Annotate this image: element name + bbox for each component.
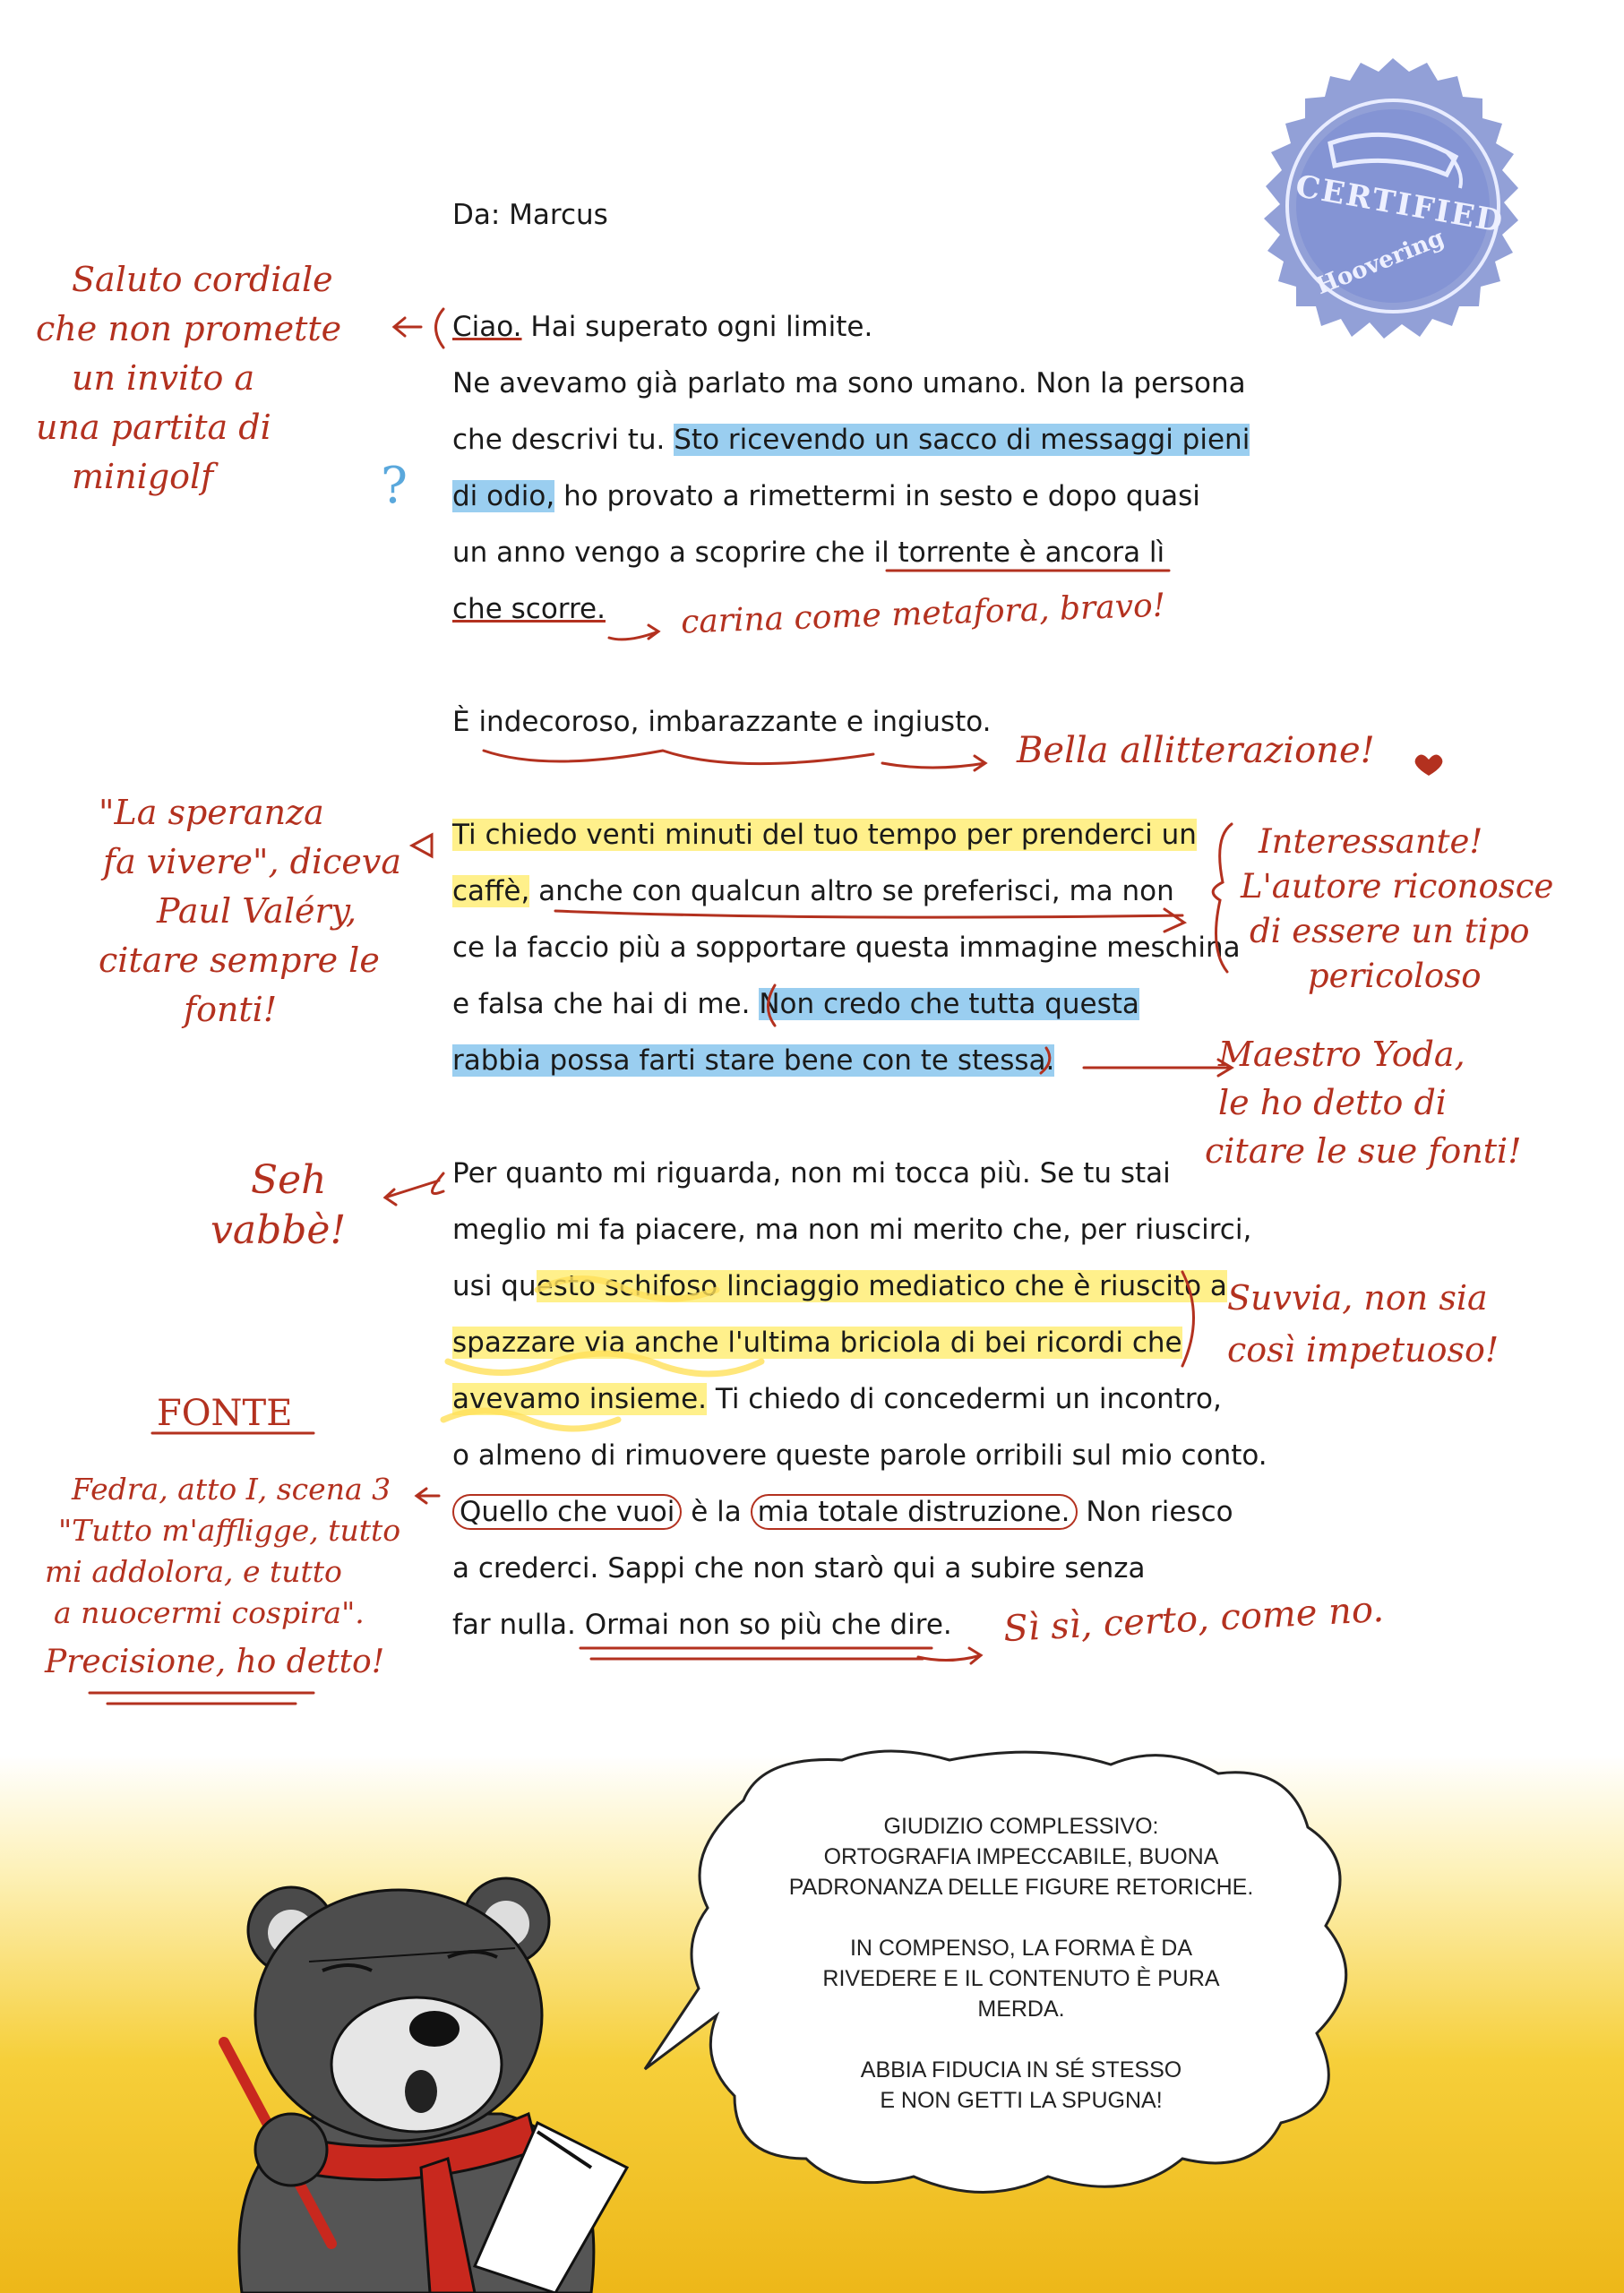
note-line: vabbè! (211, 1207, 347, 1253)
letter-text: Ti chiedo di concedermi un incontro, (707, 1383, 1222, 1415)
letter-line: o almeno di rimuovere queste parole orribili sul mio conto. (452, 1439, 1267, 1472)
letter-text: usi qu (452, 1270, 537, 1302)
stamp-certified-text: CERTIFIED (1293, 167, 1507, 241)
note-line: Suvvia, non sia (1227, 1278, 1488, 1318)
letter-line: a crederci. Sappi che non starò qui a subire senza (452, 1552, 1146, 1584)
note-line: minigolf (72, 457, 214, 496)
letter-line: meglio mi fa piacere, ma non mi merito che, per riuscirci, (452, 1214, 1252, 1246)
highlight-yellow: spazzare via anche l'ultima briciola di bei ricordi che (452, 1327, 1182, 1359)
bear-illustration (206, 1845, 708, 2293)
letter-text: Hai superato ogni limite. (521, 311, 873, 343)
highlight-yellow: avevamo insieme. (452, 1383, 707, 1415)
note-line: di essere un tipo (1250, 912, 1530, 950)
letter-text: è la (682, 1496, 751, 1528)
annotation-yoda (1205, 1030, 1521, 1175)
note-line: fonti! (184, 990, 278, 1029)
annotation-fonte-title: FONTE (157, 1393, 293, 1434)
annotation-precisione: Precisione, ho detto! (45, 1644, 385, 1680)
note-line: le ho detto di (1218, 1083, 1447, 1122)
heart-icon (1415, 754, 1443, 776)
note-line: fa vivere", diceva (103, 842, 402, 881)
letter-line: che scorre. (452, 593, 606, 625)
letter-text: che descrivi tu. (452, 424, 675, 456)
circled-phrase: Quello che vuoi (452, 1494, 682, 1530)
letter-line: far nulla. Ormai non so più che dire. (452, 1609, 952, 1641)
annotation-saluto (36, 255, 341, 502)
highlight-blue: rabbia possa farti stare bene con te stessa. (452, 1044, 1055, 1077)
bubble-text (735, 1811, 1308, 2116)
note-line: L'autore riconosce (1241, 867, 1554, 906)
note-line: un invito a (72, 358, 255, 398)
stamp-hoovering-text: Hoovering (1311, 224, 1448, 301)
note-line: "Tutto m'affligge, tutto (58, 1513, 401, 1548)
highlight-yellow: Ti chiedo venti minuti del tuo tempo per prenderci un (452, 819, 1197, 851)
bubble-line: GIUDIZIO COMPLESSIVO: (883, 1814, 1159, 1839)
annotation-seh (211, 1155, 346, 1256)
note-line: a nuocermi cospira". (54, 1595, 365, 1630)
note-line: che non promette (36, 309, 342, 348)
note-line: Fedra, atto I, scena 3 (72, 1472, 391, 1507)
annotation-sisi: Sì sì, certo, come no. (1002, 1588, 1386, 1651)
annotation-suvvia (1227, 1272, 1499, 1376)
note-line: così impetuoso! (1227, 1330, 1499, 1370)
note-line: pericoloso (1308, 957, 1482, 995)
note-line: una partita di (36, 408, 271, 447)
question-mark-icon: ? (381, 457, 408, 515)
highlight-blue: di odio, (452, 480, 555, 512)
letter-text: anche con qualcun altro se preferisci, ma non (529, 875, 1174, 907)
annotation-speranza (85, 788, 401, 1035)
bubble-line: ABBIA FIDUCIA IN SÉ STESSO (860, 2057, 1182, 2083)
bubble-line: IN COMPENSO, LA FORMA È DA (849, 1936, 1193, 1961)
letter-text: Non riesco (1077, 1496, 1233, 1528)
highlight-yellow: esto schifoso linciaggio mediatico che è riuscito a (536, 1270, 1227, 1302)
highlight-blue: Non credo che tutta questa (759, 988, 1139, 1020)
annotation-metafora: carina come metafora, bravo! (680, 587, 1166, 641)
bubble-line: MERDA. (977, 1997, 1065, 2022)
note-line: Saluto cordiale (72, 260, 333, 299)
annotation-alliterazione: Bella allitterazione! (1017, 730, 1375, 771)
note-line: Interessante! (1259, 822, 1483, 861)
bubble-line: RIVEDERE E IL CONTENUTO È PURA (822, 1966, 1220, 1991)
bubble-line: E NON GETTI LA SPUGNA! (880, 2088, 1163, 2113)
highlight-blue: Sto ricevendo un sacco di messaggi pieni (674, 424, 1250, 456)
circled-phrase: mia totale distruzione. (751, 1494, 1078, 1530)
note-line: mi addolora, e tutto (45, 1554, 342, 1589)
annotation-interessante (1241, 820, 1553, 999)
note-line: citare le sue fonti! (1205, 1131, 1522, 1171)
letter-text: ho provato a rimettermi in sesto e dopo quasi (554, 480, 1200, 512)
letter-sender: Da: Marcus (452, 199, 608, 231)
note-line: Seh (251, 1157, 327, 1203)
note-line: citare sempre le (99, 940, 380, 980)
greeting-ciao: Ciao. (452, 311, 522, 343)
highlight-yellow: caffè, (452, 875, 530, 907)
letter-line: Ne avevamo già parlato ma sono umano. Non la persona (452, 367, 1246, 399)
letter-line: un anno vengo a scoprire che il torrente è ancora lì (452, 537, 1165, 569)
letter-line: È indecoroso, imbarazzante e ingiusto. (452, 706, 992, 738)
letter-text: e falsa che hai di me. (452, 988, 760, 1020)
letter-line: Per quanto mi riguarda, non mi tocca più. Se tu stai (452, 1157, 1171, 1189)
bubble-line: PADRONANZA DELLE FIGURE RETORICHE. (788, 1875, 1254, 1900)
note-line: "La speranza (99, 793, 324, 832)
bubble-line: ORTOGRAFIA IMPECCABILE, BUONA (823, 1844, 1219, 1869)
note-line: Paul Valéry, (157, 891, 357, 931)
annotation-fonte (45, 1469, 400, 1634)
note-line: Maestro Yoda, (1218, 1035, 1465, 1074)
letter-line: ce la faccio più a sopportare questa immagine meschina (452, 932, 1241, 964)
